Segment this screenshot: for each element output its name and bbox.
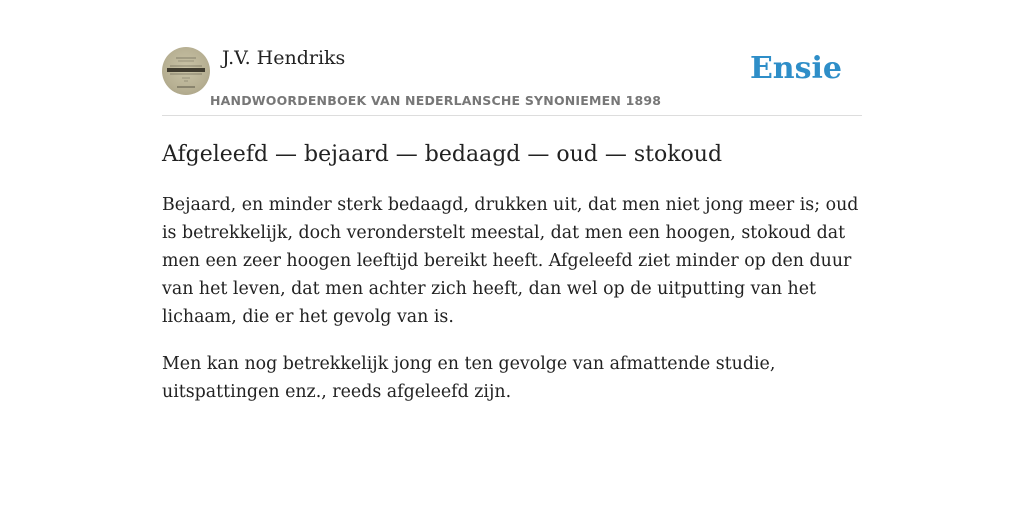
book-cover-icon	[162, 47, 210, 95]
entry-paragraph: Men kan nog betrekkelijk jong en ten gevolge van afmattende studie, uitspattingen enz., reeds afgeleefd zijn.	[162, 354, 776, 402]
entry-title: Afgeleefd — bejaard — bedaagd — oud — stokoud	[162, 142, 723, 167]
author-name[interactable]: J.V. Hendriks	[222, 47, 346, 69]
ensie-logo[interactable]: Ensie	[749, 51, 842, 86]
entry-card	[162, 0, 862, 406]
book-cover-avatar[interactable]	[162, 47, 210, 95]
source-title: HANDWOORDENBOEK VAN NEDERLANSCHE SYNONIEMEN 1898	[210, 93, 662, 108]
entry-paragraph: Bejaard, en minder sterk bedaagd, drukken uit, dat men niet jong meer is; oud is betrekkelijk, doch veronderstelt meestal, dat men een hoogen, stokoud dat men een zeer hoogen leeftijd bereikt heeft. Afgeleefd ziet minder op den duur van het leven, dat men achter zich heeft, dan wel op de uitputting van het lichaam, die er het gevolg van is.	[162, 195, 859, 327]
entry-header	[162, 0, 862, 116]
